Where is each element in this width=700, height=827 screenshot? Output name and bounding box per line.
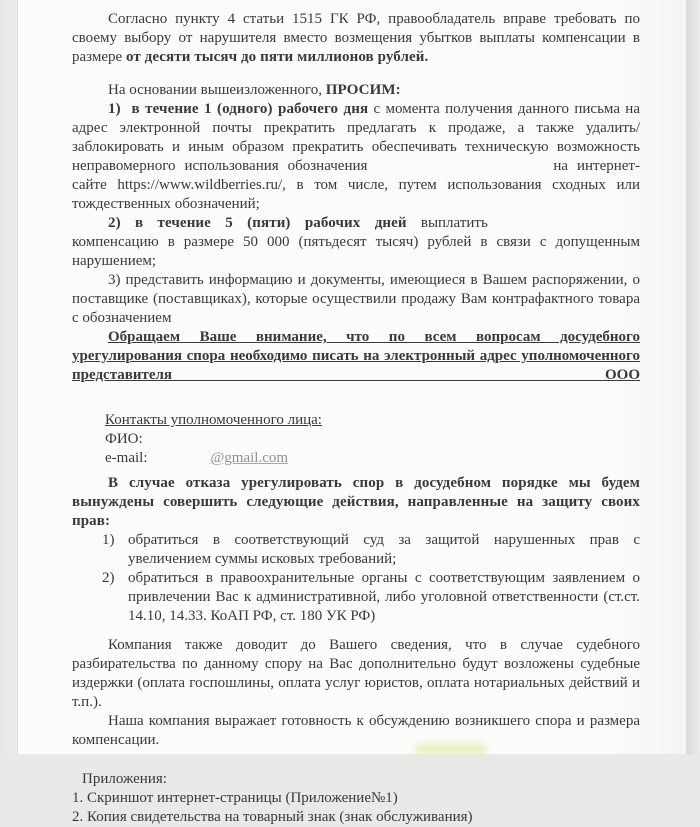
request-intro-bold: ПРОСИМ: xyxy=(325,82,401,98)
email-domain-value: @gmail.com xyxy=(210,450,289,466)
legal-basis-bold-amount: от десяти тысяч до пяти миллионов рублей. xyxy=(125,49,429,65)
demand-2-text-a: выплатить xyxy=(406,215,503,231)
action-2-number: 2) xyxy=(102,570,115,586)
contacts-fio-row xyxy=(105,430,640,449)
demand-2-deadline-bold: 2) в течение 5 (пяти) рабочих дней xyxy=(108,215,407,231)
action-item-2 xyxy=(72,569,640,626)
demand-2-text-b: компенсацию в размере 50 000 (пятьдесят тысяч) рублей в связи с допущенным нарушением; xyxy=(72,234,640,269)
scan-right-margin-strip xyxy=(686,0,700,754)
highlighter-smudge xyxy=(415,743,487,755)
fio-label: ФИО: xyxy=(105,431,143,447)
demand-1-text-b: на интернет-сайте https://www.wildberries.ru/, в том числе, путем использования сходных или тождественных обозначений; xyxy=(72,158,640,212)
refusal-warning-bold: В случае отказа урегулировать спор в досудебном порядке мы будем вынуждены совершить следующие действия, направленные на защиту своих прав: xyxy=(72,475,640,529)
redacted-recipient-gap xyxy=(502,225,640,227)
paragraph-readiness: Наша компания выражает готовность к обсуждению возникшего спора и размера компенсации. xyxy=(72,713,640,748)
redacted-email-name-gap xyxy=(147,460,210,462)
legal-basis-text: Согласно пункту 4 статьи 1515 ГК РФ, правообладатель вправе требовать по своему выбору от нарушителя вместо возмещения убытков выплаты компенсации в размере xyxy=(72,11,640,65)
contacts-email-row xyxy=(105,449,640,468)
demand-1-text-a: с момента получения данного письма на адрес электронной почты прекратить предлагать к продаже, а также удалить/заблокировать и иным образом прекратить обеспечивать техническую возможность неправомерного использования обозначения xyxy=(72,101,640,174)
demand-item-3 xyxy=(72,271,640,328)
attachments-title: Приложения: xyxy=(82,771,167,787)
request-intro-text: На основании вышеизложенного, xyxy=(108,82,326,98)
paragraph-request-intro xyxy=(72,81,640,100)
paragraph-attention-underlined: Обращаем Ваше внимание, что по всем вопросам досудебного урегулирования спора необходимо писать на электронный адрес уполномоченного представителя ООО xyxy=(72,329,640,383)
scan-left-margin-strip xyxy=(0,0,18,754)
email-label: e-mail: xyxy=(105,450,148,466)
actions-list xyxy=(72,531,640,626)
demand-item-1 xyxy=(72,100,640,214)
redacted-trademark-gap xyxy=(376,168,544,170)
paragraph-refusal-warning xyxy=(72,474,640,531)
action-1-text: обратиться в соответствующий суд за защитой нарушенных прав с увеличением суммы исковых требований; xyxy=(128,532,640,567)
paragraph-court-costs: Компания также доводит до Вашего сведения, что в случае судебного разбирательства по данному спору на Вас дополнительно будут возложены судебные издержки (оплата госпошлины, оплата услуг юристов, оплата нотариальных действий и т.п.). xyxy=(72,637,640,710)
action-1-number: 1) xyxy=(102,532,115,548)
contacts-block xyxy=(72,411,640,468)
paragraph-legal-basis xyxy=(72,10,640,67)
demand-1-deadline-bold: 1) в течение 1 (одного) рабочего дня xyxy=(108,101,369,117)
demand-3-text: 3) представить информацию и документы, имеющиеся в Вашем распоряжении, о поставщике (поставщиках), которые осуществили продажу Вам контрафактного товара с обозначением xyxy=(72,272,640,326)
attachments-block xyxy=(72,770,640,827)
document-page xyxy=(18,0,686,825)
demand-item-2 xyxy=(72,214,640,271)
attachment-item-2: 2. Копия свидетельства на товарный знак (знак обслуживания) xyxy=(72,809,473,825)
attachment-item-1: 1. Скриншот интернет-страницы (Приложение№1) xyxy=(72,790,398,806)
action-2-text: обратиться в правоохранительные органы с соответствующим заявлением о привлечении Вас к административной, либо уголовной ответственности (ст.ст. 14.10, 14.33. КоАП РФ, ст. 180 УК РФ) xyxy=(128,570,640,624)
contacts-title: Контакты уполномоченного лица: xyxy=(105,412,322,428)
action-item-1 xyxy=(72,531,640,569)
